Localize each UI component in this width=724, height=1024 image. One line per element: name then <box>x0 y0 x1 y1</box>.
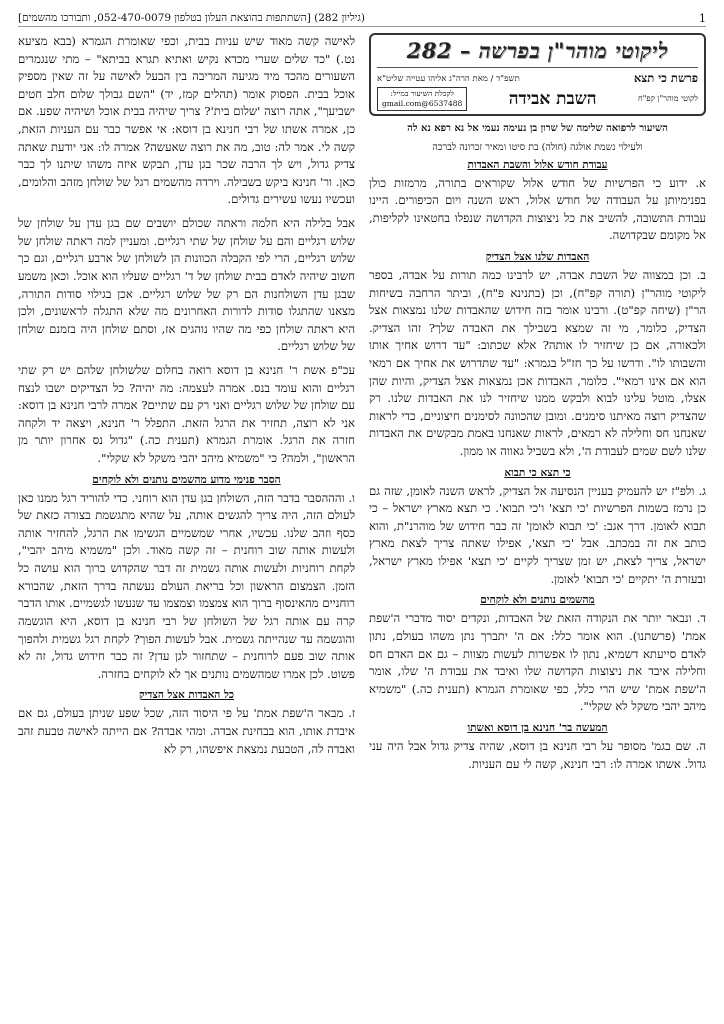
paragraph: ב. וכן במצווה של השבת אבדה, יש לרבינו כמה תורות על אבדה, בספר ליקוטי מוהר"ן (תורה קפ"ח), וכן (בתנינא פ"ח), וביתר הרחבה בשיחות הר"ן (שיחה קפ"ט). ורבינו אומר בזה חידוש שהאבדות שלנו נמצאות אצל הצדיק, כלומר, מי זה שמצא בשבילך את האבדה שלך? זהו הצדיק. ולכאורה, אם כן שיחזיר לו אותה? אלא שכתוב: "עד דרוש אחיך אותו והשבותו לו". ודרשו על כך חז"ל בגמרא: "עד שתדרוש את אחיך אם רמאי הוא אם אינו רמאי". כלומר, האבדות אכן נמצאות אצל הצדיק, והיות שהן אצלו, מוטל עלינו לבוא ולבקש ממנו שיחזיר לנו את האבדות שלנו. רק שהצדיק רוצה מאיתנו סימנים. ומובן שהכוונה לסימנים חיצוניים, כדי לראות שאנחנו חס וחלילה לא רמאים, לראות שאנחנו באמת מבקשים את האבדות שלנו לשם שמים לעבודת ה', ולא בשביל גאווה או ממון. <box>369 267 706 459</box>
paragraph: א. ידוע כי הפרשיות של חודש אלול שקוראים בתורה, מרמזות כולן בפנימיותן על העבודה של חודש אלול, ראש השנה ויום הכיפורים. היינו עבודת התשובה, להשיב את כל ניצוצות הקדושה שנפלו בחטאינו לקליפות, אל מקומם שבקדושה. <box>369 175 706 243</box>
logo-bottom-row <box>377 87 698 111</box>
section-heading: כל האבדות אצל הצדיק <box>138 689 235 702</box>
newsletter-logo <box>369 33 706 116</box>
dedication-line-2: ולעילוי נשמת אולגה (חולה) בת סיטו ומאיר זכרונה לברכה <box>432 141 643 153</box>
paragraph: לאישה קשה מאוד שיש עניות בבית, וכפי שאומרת הגמרא (בבא מציעא נט.) "כד שלים שערי מכדא נקיש ואתיא תגרא בביתא" – מתי שנגמרים השעורים מהכד מיד מגיעה המריבה בין הבעל לאישה על זה שאין מספיק אוכל בבית. הפסוק אומר (תהלים קמז, יד) "השם גבולך שלום חלב חטים ישביעך", אתה רוצה 'שלום בית'? צריך שיהיה בבית אוכל ושיהיה שפע. אם כן, אמרה אשתו של רבי חנינא בן דוסא: אי אפשר כבר עם העניות הזאת, קשה לי. אמר לה: טוב, מה את רוצה שאעשה? אמרה לו: אני יודעת שאתה צדיק גדול, ויש לך הרבה שכר בגן עדן, תבקש איזה משהו שיתנו לך כבר כאן. ור' חנינא ביקש בשבילה. וירדה מהשמים רגל של שולחן מזהב והלומים, ועכשיו נעשו עשירים גדולים. <box>18 34 355 207</box>
paragraph: אבל בלילה היא חלמה וראתה שכולם יושבים שם בגן עדן על שולחן של שלוש רגליים והם על שולחן של שתי רגליים. ומעניין למה ראתה שולחן של שלוש רגליים, הרי לפי הקבלה הכוונות הן לשולחן של ארבע רגליים, וגם כך חשוב שיהיה לאדם בבית שולחן של ד' רגליים שעליו הוא אוכל. וכאן משמע שבגן עדן השולחנות הם רק של שלוש רגליים. אכן בגילוי סודות התורה, מצאנו שהתגלו סודות לדורות האחרונים מה שלא התגלה לראשונים, ולכן היא ראתה שולחן כפי מה שהיו נוהגים אז, וסתם שולחן היה בזמנם שולחן של שלוש רגליים. <box>18 216 355 354</box>
paragraph: עכ"פ אשת ר' חנינא בן דוסא רואה בחלום שלשולחן שלהם יש רק שתי רגליים והוא עומד בנס. אמרה לעצמה: מה יהיה? כל הצדיקים ישבו לנצח עם שולחן של שלוש רגליים ואני רק עם שתיים? אמרה לרבי חנינא בן דוסא: אני לא רוצה, תחזיר את הרגל הזאת. התפלל ר' חנינא, ויצאה יד ולקחה חזרה את הרגל. אומרת הגמרא (תענית כה.) "גדול נס אחרון יותר מן הראשון", ולמה? כי "משמיא מיהב יהבי משקל לא שקלי". <box>18 362 355 466</box>
contact-label: לקבלת השיעור במייל: <box>390 89 454 98</box>
left-column-body <box>18 33 355 758</box>
dedication-line-1: השיעור לרפואה שלימה של שרון בן נעימה נעמי אל נא רפא נא לה <box>407 122 668 134</box>
section-heading: האבדות שלנו אצל הצדיק <box>485 250 590 263</box>
logo-title: ליקוטי מוהר"ן בפרשה – 282 <box>406 38 669 63</box>
right-column-body <box>369 159 706 774</box>
paragraph: ו. והההסבר בדבר הזה, השולחן בגן עדן הוא רוחני. כדי להוריד רגל ממנו כאן לעולם הזה, היה צריך להגשים אותה, על שהיא מתגשמת בצורה כזאת של כסף וזהב שלנו. עכשיו, אחרי שמשמיים הגשימו את הרגל, להחזיר אותה ולעשות אותה שוב רוחנית – זה קשה מאוד. ולכן "משמיא מיהב יהבי", לקחת רוחניות ולעשות אותה גשמית זה דבר שהקדוש ברוך הוא עושה כל הזמן. הצמצום הראשון וכל בריאת העולם נעשתה בדרך הזאת, שהבורא רוחניים מהאינסוף ברוך הוא צמצמו וצמצמו עד שנעשו לגשמיים. אותו הדבר קרה עם אותה רגל של השולחן של רבי חנינא בן דוסא, היא הוגשמה והוגשמה עד שנהייתה גשמית. אבל לעשות הפוך? לקחת רגל גשמית ולהפוך אותה שוב פעם לרוחנית – שתחזור לגן עדן? זה כבר חידוש גדול, זה לא פשוט. לכן אמרו שמהשמים נותנים אך לא לוקחים בחזרה. <box>18 490 355 681</box>
contact-box <box>377 87 467 111</box>
author-line: תשפ"ד / מאת הרה"ג אליהו עטייה שליט"א <box>377 73 520 84</box>
section-heading: המעשה בר' חנינא בן דוסא ואשתו <box>467 721 608 734</box>
left-column <box>18 33 355 1018</box>
top-bar <box>18 10 706 27</box>
right-column <box>369 33 706 1018</box>
section-heading: מהשמים נותנים ולא לוקחים <box>480 594 595 607</box>
paragraph: ה. שם בגמ' מסופר על רבי חנינא בן דוסא, שהיה צדיק גדול אבל היה עני גדול. אשתו אמרה לו: רבי חנינא, קשה לי עם העניות. <box>369 738 706 771</box>
parsha-name: פרשת כי תצא <box>633 71 698 85</box>
section-heading: הסבר פנימי מדוע מהשמים נותנים ולא לוקחים <box>92 473 281 486</box>
contact-email[interactable]: 6537488@gmail.com <box>382 98 463 108</box>
paragraph: ג. ולפ"ז יש להעמיק בעניין הנסיעה אל הצדיק, לראש השנה לאומן, שזה גם כן נרמז בשמות הפרשיות 'כי תצא' ו'כי תבוא'. כי תצא מארץ ישראל – כי תבוא לאומן. דרך אגב: 'כי תבוא לאומן' זה כבר חידוש של מוהרנ"ת, והוא כותב את זה במכתב. אבל 'כי תצא', אפילו שאתה צריך לצאת מארץ ישראל, צריך לצאת, יש זמן שצריך לקיים 'כי תצא' אפילו מארץ ישראל, ובעזרת ה' יתקיים 'כי תבוא' לאומן. <box>369 483 706 586</box>
section-heading: עבודת חודש אלול והשבת האבדות <box>467 158 608 171</box>
columns <box>18 33 706 1018</box>
source-ref: לקוטי מוהר"ן קפ"ח <box>637 94 698 104</box>
page-number: 1 <box>699 11 706 25</box>
issue-info: (גיליון 282) [השתתפות בהוצאת העלון בטלפון 052-470-0079, ותבורכו מהשמים] <box>18 12 365 24</box>
logo-mid-row <box>377 71 698 85</box>
section-heading: כי תצא כי תבוא <box>504 466 571 479</box>
paragraph: ד. ונבאר יותר את הנקודה הזאת של האבדות, ונקדים יסוד מדברי ה'שפת אמת' (פרשתנו). הוא אומר כלל: אם ה' יתברך נתן משהו בעולם, נתון לאדם סייעתא דשמיא, נתון לו אפשרות לעשות מצוות – גם אם האדם חס וחלילה איבד את ניצוצות הקדושה שלו ואיבד את עבודת ה' שלו, אומר ה'שפת אמת' שיש הרי כלל, כפי שאומרת הגמרא (תענית כה.) "משמיא מיהב יהבי משקל לא שקלי". <box>369 611 706 714</box>
shabbat-title: השבת אבידה <box>508 88 597 109</box>
paragraph: ז. מבאר ה'שפת אמת' על פי היסוד הזה, שכל שפע שניתן בעולם, גם אם איבדת אותו, הוא בבחינת אבדה. ומהי אבדה? אם הייתה לאישה טבעת זהב ואבדה לה, הטבעת נמצאת איפשהו, רק לא <box>18 706 355 756</box>
